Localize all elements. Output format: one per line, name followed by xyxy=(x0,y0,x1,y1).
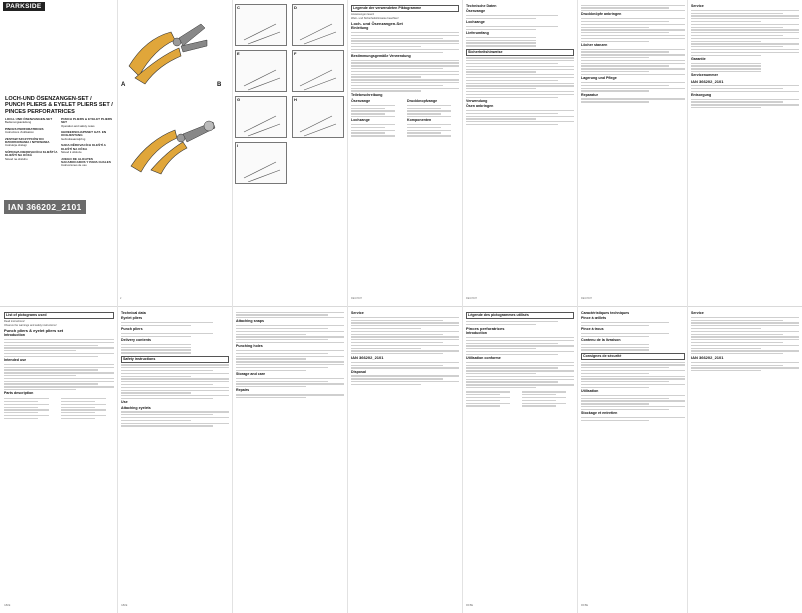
de-page-2: Technische Daten Ösenzange Lochzange Lieferumfang Sicherheitshinweise Verwendung Ösen anbringen DE/AT/CH xyxy=(462,0,577,306)
tool-sketch-icons xyxy=(240,12,340,182)
en-page-3: Attaching snaps Punching holes Storage and care Repairs xyxy=(232,307,347,613)
figure-page-cdef xyxy=(232,0,347,306)
de-legend-item-2: Warn- und Sicherheitshinweise beachten! xyxy=(351,16,399,20)
de-page-1: Legende der verwendeten Piktogramme Anweisungen lesen! Warn- und Sicherheitshinweise beachten! Loch- und Ösenzangen-Set Einleitung Bestimmungsgemäße Verwendung Teilebeschreibung Ösenzange Lochzange Druckknopfzange Komponenten DE/AT/CH xyxy=(347,0,462,306)
fr-page-2: Caractéristiques techniques Pince à œillets Pince à trous Contenu de la livraison Consignes de sécurité Utilisation Stockage et entretien FR/BE xyxy=(577,307,687,613)
de-use-title: Bestimmungsgemäße Verwendung xyxy=(351,53,411,58)
figure-label-a: A xyxy=(121,82,126,88)
figure-label-d: D xyxy=(294,5,297,10)
language-list-left: LOCH- UND ÖSENZANGEN-SET Bedienungsanleitung PINCES PERFORATRICES Instructions d'utilisation ZESTAW SZCZYPCÓW DO DZIURKOWANIA I NITOWANIA Instrukcja obsługi SÚPRAVA DIEROVACÍCH KLIEŠTÍ A KLIEŠTÍ NA OČKÁ Návod na obsluhu xyxy=(5,117,58,161)
de-legend-item-1: Anweisungen lesen! xyxy=(351,13,375,17)
de-parts-title: Teilebeschreibung xyxy=(351,92,383,97)
en-page-2: Technical data Eyelet pliers Punch pliers Delivery contents Safety instructions Use Attaching eyelets GB/IE xyxy=(117,307,232,613)
figure-label-e: E xyxy=(237,51,240,56)
cover-page xyxy=(0,0,117,306)
cover-title: LOCH-UND ÖSENZANGEN-SET / PUNCH PLIERS & EYELET PLIERS SET / PINCES PERFORATRICES xyxy=(5,96,113,115)
figure-label-h: H xyxy=(294,97,297,102)
en-product-title: Punch pliers & eyelet pliers set xyxy=(4,327,64,333)
figure-page-ab: A B 2 xyxy=(117,0,232,306)
figure-label-f: F xyxy=(294,51,297,56)
en-page-1: List of pictograms used Read instructions! Observe the warnings and safety instructions! Punch pliers & eyelet pliers set Introduction Intended use Parts description GB/IE xyxy=(0,307,117,613)
de-product-title: Loch- und Ösenzangen-Set xyxy=(351,20,403,26)
page-number: FR/BE xyxy=(581,604,589,607)
ian-badge: IAN 366202_2101 xyxy=(4,200,86,214)
de-tech-title: Technische Daten xyxy=(466,4,497,8)
page-number: FR/BE xyxy=(466,604,474,607)
figure-label-b: B xyxy=(217,82,222,88)
en-legend-title: List of pictograms used xyxy=(4,312,114,319)
fr-page-3: Service IAN 366202_2101 xyxy=(687,307,802,613)
language-list-right: PUNCH PLIERS & EYELET PLIERS SET Operation and safety notes GEREEDSCHAPSSET GAT- EN OOGJESTANG Gebruiksaanwijzing SADA DĚROVACÍCH KLEŠTÍ A KLEŠTÍ NA OČKA Návod k obsluze JUEGO DE ALICATES SACABOCADOS Y PARA OJALES Instrucciones de uso xyxy=(61,117,113,168)
de-legend-title: Legende der verwendeten Piktogramme xyxy=(351,5,459,12)
figure-label-i: I xyxy=(237,143,239,148)
de-service-title: Service xyxy=(691,4,704,8)
de-service-ian: IAN 366202_2101 xyxy=(691,78,724,84)
page-number: DE/AT/CH xyxy=(581,297,592,300)
en-page-4: Service IAN 366202_2101 Disposal xyxy=(347,307,462,613)
pliers-illustration-a xyxy=(121,6,229,86)
de-page-3: Druckknöpfe anbringen Löcher stanzen Lagerung und Pflege Reparatur DE/AT/CH xyxy=(577,0,687,306)
page-number: GB/IE xyxy=(4,604,11,607)
fr-page-1: Légende des pictogrammes utilisés Pinces perforatrices Introduction Utilisation conforme FR/BE xyxy=(462,307,577,613)
page-number: GB/IE xyxy=(121,604,128,607)
figure-label-c: C xyxy=(237,5,240,10)
pliers-illustration-b xyxy=(121,96,229,176)
brand-logo: PARKSIDE xyxy=(3,2,45,11)
figure-label-g: G xyxy=(237,97,241,102)
page-number: DE/AT/CH xyxy=(351,297,362,300)
de-intro-title: Einleitung xyxy=(351,26,369,31)
de-page-4: Service Garantie Servicenummer IAN 366202_2101 Entsorgung xyxy=(687,0,802,306)
page-number: DE/AT/CH xyxy=(466,297,477,300)
